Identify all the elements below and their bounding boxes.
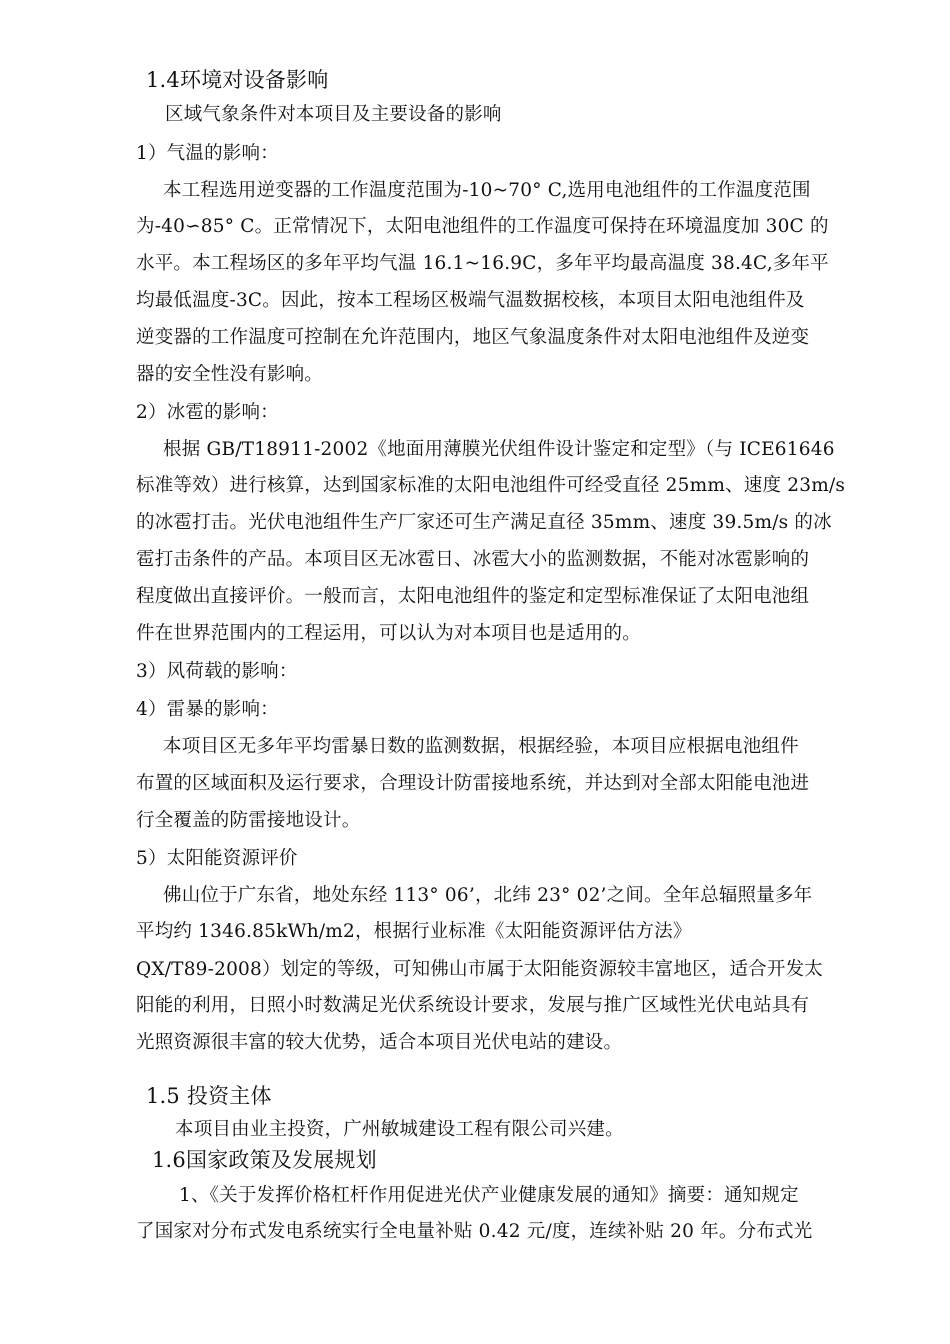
paragraph-line: 程度做出直接评价。一般而言，太阳电池组件的鉴定和定型标准保证了太阳电池组 [136,586,810,607]
item-title-solar-resource: 5）太阳能资源评价 [136,848,298,869]
paragraph-line: QX/T89-2008）划定的等级，可知佛山市属于太阳能资源较丰富地区，适合开发太 [136,959,823,980]
paragraph-line: 布置的区域面积及运行要求，合理设计防雷接地系统，并达到对全部太阳能电池进 [136,773,810,794]
paragraph-line: 逆变器的工作温度可控制在允许范围内，地区气象温度条件对太阳电池组件及逆变 [136,327,810,348]
paragraph-line: 器的安全性没有影响。 [136,364,324,385]
section-body-1-5: 本项目由业主投资，广州敏城建设工程有限公司兴建。 [175,1119,624,1140]
paragraph-line: 件在世界范围内的工程运用，可以认为对本项目也是适用的。 [136,623,641,644]
section-heading-1-6: 1.6国家政策及发展规划 [152,1148,377,1172]
section-intro: 区域气象条件对本项目及主要设备的影响 [165,104,502,125]
paragraph-line: 根据 GB/T18911-2002《地面用薄膜光伏组件设计鉴定和定型》（与 ICE61646 [163,439,835,460]
paragraph-line: 行全覆盖的防雷接地设计。 [136,810,361,831]
paragraph-line: 均最低温度-3C。因此，按本工程场区极端气温数据校核，本项目太阳电池组件及 [136,290,805,311]
paragraph-line: 雹打击条件的产品。本项目区无冰雹日、冰雹大小的监测数据，不能对冰雹影响的 [136,549,810,570]
paragraph-line: 本项目区无多年平均雷暴日数的监测数据，根据经验，本项目应根据电池组件 [163,736,799,757]
item-title-hail: 2）冰雹的影响： [136,402,279,423]
paragraph-line: 标准等效）进行核算，达到国家标准的太阳电池组件可经受直径 25mm、速度 23m/s [136,475,846,496]
paragraph-line: 水平。本工程场区的多年平均气温 16.1~16.9C，多年平均最高温度 38.4C,多年平 [136,253,829,274]
paragraph-line: 了国家对分布式发电系统实行全电量补贴 0.42 元/度，连续补贴 20 年。分布式光 [136,1221,813,1242]
paragraph-line: 阳能的利用，日照小时数满足光伏系统设计要求，发展与推广区域性光伏电站具有 [136,995,810,1016]
paragraph-line: 平均约 1346.85kWh/m2，根据行业标准《太阳能资源评估方法》 [136,921,692,942]
paragraph-line: 1、《关于发挥价格杠杆作用促进光伏产业健康发展的通知》摘要：通知规定 [179,1185,799,1206]
paragraph-line: 的冰雹打击。光伏电池组件生产厂家还可生产满足直径 35mm、速度 39.5m/s 的冰 [136,512,832,533]
paragraph-line: 本工程选用逆变器的工作温度范围为-10~70° C,选用电池组件的工作温度范围 [163,180,811,201]
paragraph-line: 光照资源很丰富的较大优势，适合本项目光伏电站的建设。 [136,1032,623,1053]
item-title-temperature: 1）气温的影响： [136,143,279,164]
paragraph-line: 为-40∽85° C。正常情况下，太阳电池组件的工作温度可保持在环境温度加 30C 的 [136,216,829,237]
section-heading-1-5: 1.5 投资主体 [146,1084,272,1108]
item-title-wind-load: 3）风荷载的影响： [136,661,298,682]
paragraph-line: 佛山位于广东省，地处东经 113° 06’，北纬 23° 02’之间。全年总辐照量多年 [163,885,813,906]
item-title-thunderstorm: 4）雷暴的影响： [136,699,279,720]
section-heading-1-4: 1.4环境对设备影响 [146,68,329,92]
